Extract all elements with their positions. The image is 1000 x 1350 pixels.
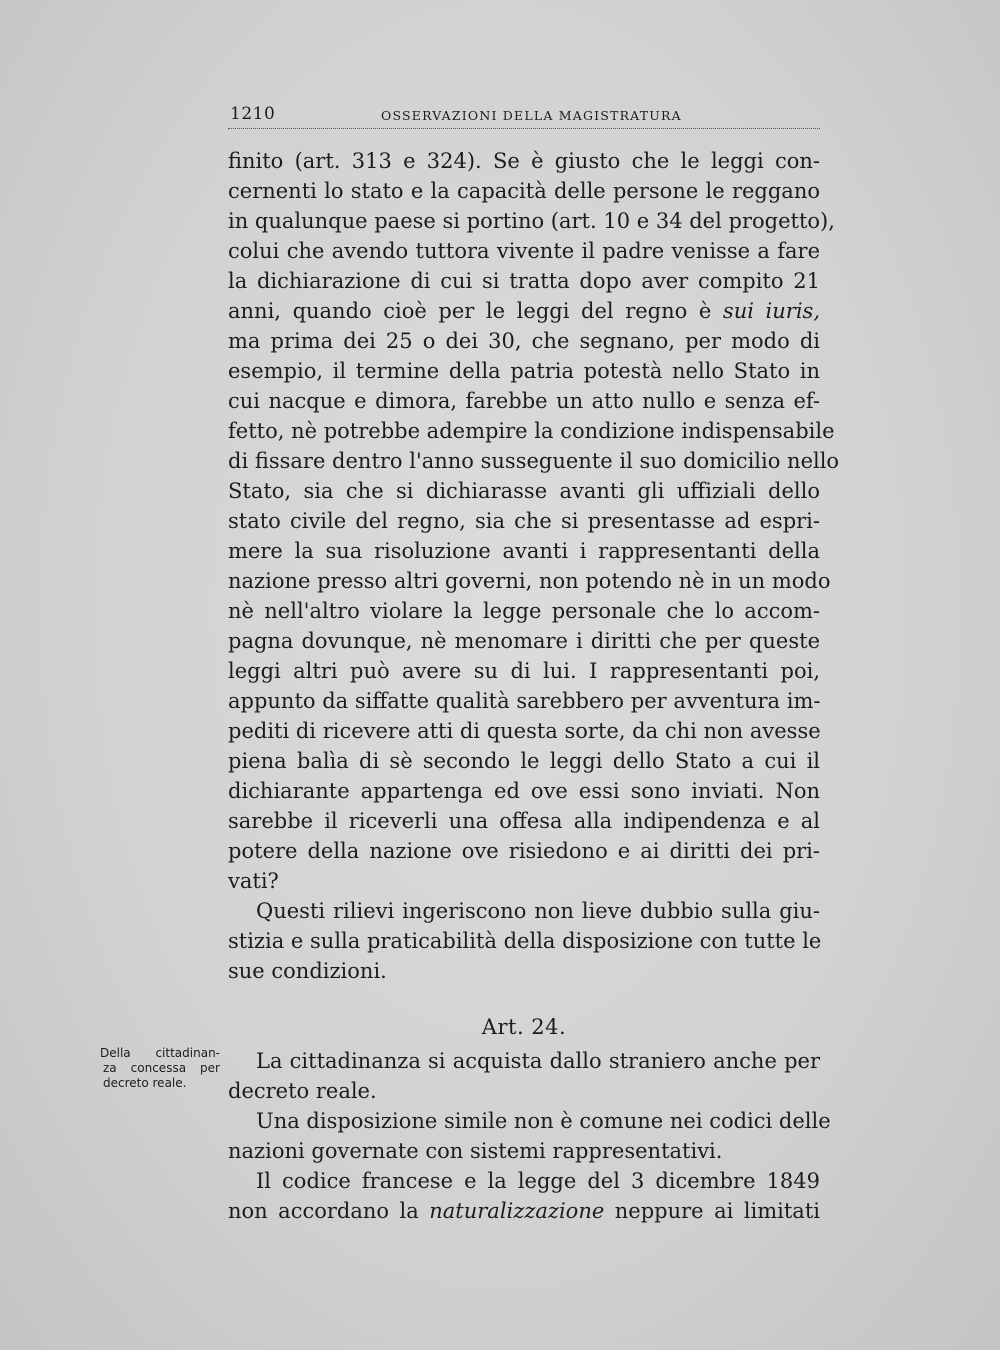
text-run: neppure ai limitati (604, 1199, 820, 1223)
text-line: piena balìa di sè secondo le leggi dello Stato a cui il (228, 749, 820, 773)
page-number: 1210 (230, 104, 276, 124)
text-line: di fissare dentro l'anno susseguente il suo domicilio nello (228, 449, 840, 473)
text-line (228, 296, 820, 326)
text-line: Questi rilievi ingeriscono non lieve dubbio sulla giu- (256, 899, 820, 923)
text-line (228, 1196, 820, 1226)
text-line: la dichiarazione di cui si tratta dopo aver compito 21 (228, 269, 820, 293)
text-line: Stato, sia che si dichiarasse avanti gli uffiziali dello (228, 479, 820, 503)
text-line: La cittadinanza si acquista dallo straniero anche per (256, 1049, 820, 1073)
text-line: finito (art. 313 e 324). Se è giusto che le leggi con- (228, 149, 820, 173)
italic-phrase: sui iuris, (722, 299, 820, 323)
margin-note (100, 1046, 220, 1091)
text-line: cui nacque e dimora, farebbe un atto nullo e senza ef- (228, 389, 820, 413)
text-line: pagna dovunque, nè menomare i diritti che per queste (228, 629, 820, 653)
text-line: esempio, il termine della patria potestà nello Stato in (228, 359, 820, 383)
text-line: cernenti lo stato e la capacità delle persone le reggano (228, 179, 820, 203)
running-head: OSSERVAZIONI DELLA MAGISTRATURA (381, 108, 682, 123)
margin-note-line: Della cittadinan- (100, 1046, 220, 1060)
text-line: nazione presso altri governi, non potendo nè in un modo (228, 569, 831, 593)
margin-note-line: za concessa per (103, 1061, 220, 1075)
text-line: stizia e sulla praticabilità della disposizione con tutte le (228, 929, 822, 953)
text-line: Una disposizione simile non è comune nei codici delle (256, 1109, 831, 1133)
text-line: decreto reale. (228, 1079, 377, 1103)
text-line: ma prima dei 25 o dei 30, che segnano, per modo di (228, 329, 820, 353)
page-header (228, 104, 820, 129)
text-line: fetto, nè potrebbe adempire la condizione indispensabile (228, 419, 835, 443)
article-heading: Art. 24. (481, 1015, 567, 1039)
text-line: Il codice francese e la legge del 3 dicembre 1849 (256, 1169, 820, 1193)
text-line: appunto da siffatte qualità sarebbero per avventura im- (228, 689, 821, 713)
text-line: leggi altri può avere su di lui. I rappresentanti poi, (228, 659, 820, 683)
text-line: potere della nazione ove risiedono e ai diritti dei pri- (228, 839, 820, 863)
text-line: nazioni governate con sistemi rappresentativi. (228, 1139, 723, 1163)
text-line: nè nell'altro violare la legge personale che lo accom- (228, 599, 820, 623)
text-run: non accordano la (228, 1199, 430, 1223)
text-run: anni, quando cioè per le leggi del regno è (228, 299, 723, 323)
text-line: colui che avendo tuttora vivente il padre venisse a fare (228, 239, 820, 263)
text-line: dichiarante appartenga ed ove essi sono inviati. Non (228, 779, 820, 803)
italic-phrase: naturalizzazione (429, 1199, 605, 1223)
margin-note-line: decreto reale. (103, 1076, 187, 1090)
text-line: stato civile del regno, sia che si presentasse ad espri- (228, 509, 820, 533)
text-line: in qualunque paese si portino (art. 10 e 34 del progetto), (228, 209, 835, 233)
text-line: sue condizioni. (228, 959, 387, 983)
text-line: pediti di ricevere atti di questa sorte, da chi non avesse (228, 719, 821, 743)
text-line: sarebbe il riceverli una offesa alla indipendenza e al (228, 809, 820, 833)
text-line: vati? (228, 869, 279, 893)
text-line: mere la sua risoluzione avanti i rappresentanti della (228, 539, 820, 563)
